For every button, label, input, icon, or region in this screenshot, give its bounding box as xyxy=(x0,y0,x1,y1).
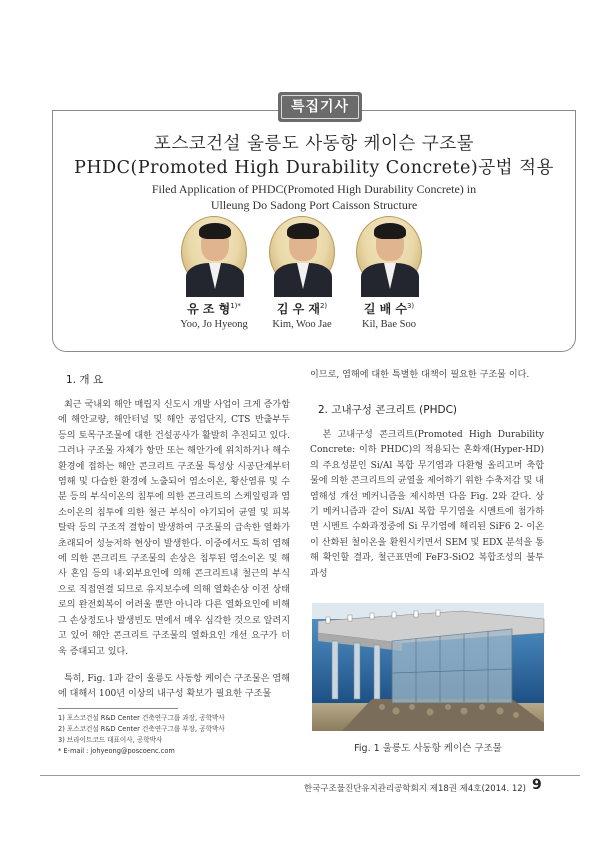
figure-caisson-illustration xyxy=(312,603,544,731)
title-korean-line1: 포스코건설 울릉도 사동항 케이슨 구조물 xyxy=(153,134,475,154)
author-1-name-kr: 유 조 형$^{1)*}$ xyxy=(187,302,241,316)
badge-label: 특집기사 xyxy=(281,95,359,119)
author-2-name-kr: 김 우 재$^{2)}$ xyxy=(276,302,328,316)
author-photo-3 xyxy=(356,216,422,288)
journal-citation: 한국구조물진단유지관리공학회지 제18권 제4호(2014. 12) xyxy=(303,784,526,794)
title-korean-line2: PHDC(Promoted High Durability Concrete)공법 적용 xyxy=(74,158,554,178)
footnotes xyxy=(58,713,298,757)
footnote-1: 1) 포스코건설 R&D Center 건축연구그룹 과장, 공학박사 xyxy=(58,714,225,722)
header-rule-right xyxy=(362,110,576,111)
author-1-name-en: Yoo, Jo Hyeong xyxy=(180,319,248,330)
page-number: 9 xyxy=(532,777,542,793)
title-english-line1: Filed Application of PHDC(Promoted High Durability Concrete) in xyxy=(151,182,477,196)
title-english-line2: Ulleung Do Sadong Port Caisson Structure xyxy=(210,198,418,212)
footer-rule xyxy=(40,775,580,776)
section-1-heading: 1. 개 요 xyxy=(66,374,103,386)
section-1-paragraph-1: 최근 국내외 해안 매립지 신도시 개발 사업이 크게 증가함에 해안교량, 해안터널 및 해안 공업단지, CTS 반출부두 등의 토목구조물에 대한 건설공사가 활발히 추진되고 있다. 그러나 구조물 자체가 항만 또는 해안가에 위치하거나 해수환경에 접하는 해안 콘크리트 구조물 특성상 시공단계부터 염해 및 다습한 환경에 노출되어 염소이온, 황산염류 및 수분 등의 부식이온의 침투에 의한 콘크리트의 스케일링과 염소이온의 침투에 의한 철근 부식이 야기되어 균열 및 피복탈락 등의 구조적 결함이 발생하여 구조물의 급속한 열화가 초래되어 성능저하 현상이 발생한다. 이중에서도 특히 염해에 의한 콘크리트 구조물의 손상은 침투된 염소이온 및 해사 혼입 등의 내·외부요인에 의해 콘크리트내 철근의 부식으로 직접연결 되므로 유지보수에 의해 열화손상 이전 상태로의 완전회복이 어려울 뿐만 아니라 다른 열화요인에 비해 그 손상정도나 발생빈도 면에서 매우 심각한 것으로 알려지고 있어 해안 콘크리트 구조물의 열화요인 개선 요구가 더욱 증대되고 있다. xyxy=(58,400,290,657)
footnote-divider xyxy=(58,708,178,709)
feature-article-badge xyxy=(278,92,362,122)
author-3-name-en: Kil, Bae Soo xyxy=(362,319,416,330)
figure-1-caption: Fig. 1 울릉도 사동항 케이슨 구조물 xyxy=(354,743,502,754)
section-1-paragraph-2: 특히, Fig. 1과 같이 울릉도 사동항 케이슨 구조물은 염해에 대해서 100년 이상의 내구성 확보가 필요한 구조물 xyxy=(58,674,290,700)
section-1-paragraph-2-continued: 이므로, 염해에 대한 특별한 대책이 필요한 구조물 이다. xyxy=(310,370,530,380)
footnote-2: 2) 포스코건설 R&D Center 건축연구그룹 부장, 공학박사 xyxy=(58,725,225,733)
header-rule-left xyxy=(52,110,278,111)
section-2-paragraph-1: 본 고내구성 콘크리트(Promoted High Durability Concrete: 이하 PHDC)의 적용되는 혼화재(Hyper-HD)의 주요성분인 Si/Al 복합 무기염과 다환형 올리고머 축합물에 의한 콘크리트의 균열을 제어하기 위한 수축저감 및 내염해성 개선 메커니즘을 제시하면 다음 Fig. 2와 같다. 상기 메커니즘과 같이 Si/Al 복합 무기염을 시멘트에 첨가하면 시멘트 수화과정중에 Si 무기염에 해리된 SiF6 2- 이온이 산화된 철이온을 환원시키면서 SEM 및 EDX 분석을 통해 확인할 결과, 철근표면에 FeF3-SiO2 복합조성의 불투과성 xyxy=(310,430,544,579)
author-photo-2 xyxy=(269,216,335,288)
author-3-name-kr: 길 배 수$^{3)}$ xyxy=(363,302,415,316)
author-2-name-en: Kim, Woo Jae xyxy=(272,319,332,330)
footnote-email: * E-mail : johyeong@poscoenc.com xyxy=(58,747,175,755)
footnote-3: 3) 브라이트코드 대표이사, 공학박사 xyxy=(58,736,163,744)
author-photo-1 xyxy=(181,216,247,288)
section-2-heading: 2. 고내구성 콘크리트 (PHDC) xyxy=(318,404,458,416)
